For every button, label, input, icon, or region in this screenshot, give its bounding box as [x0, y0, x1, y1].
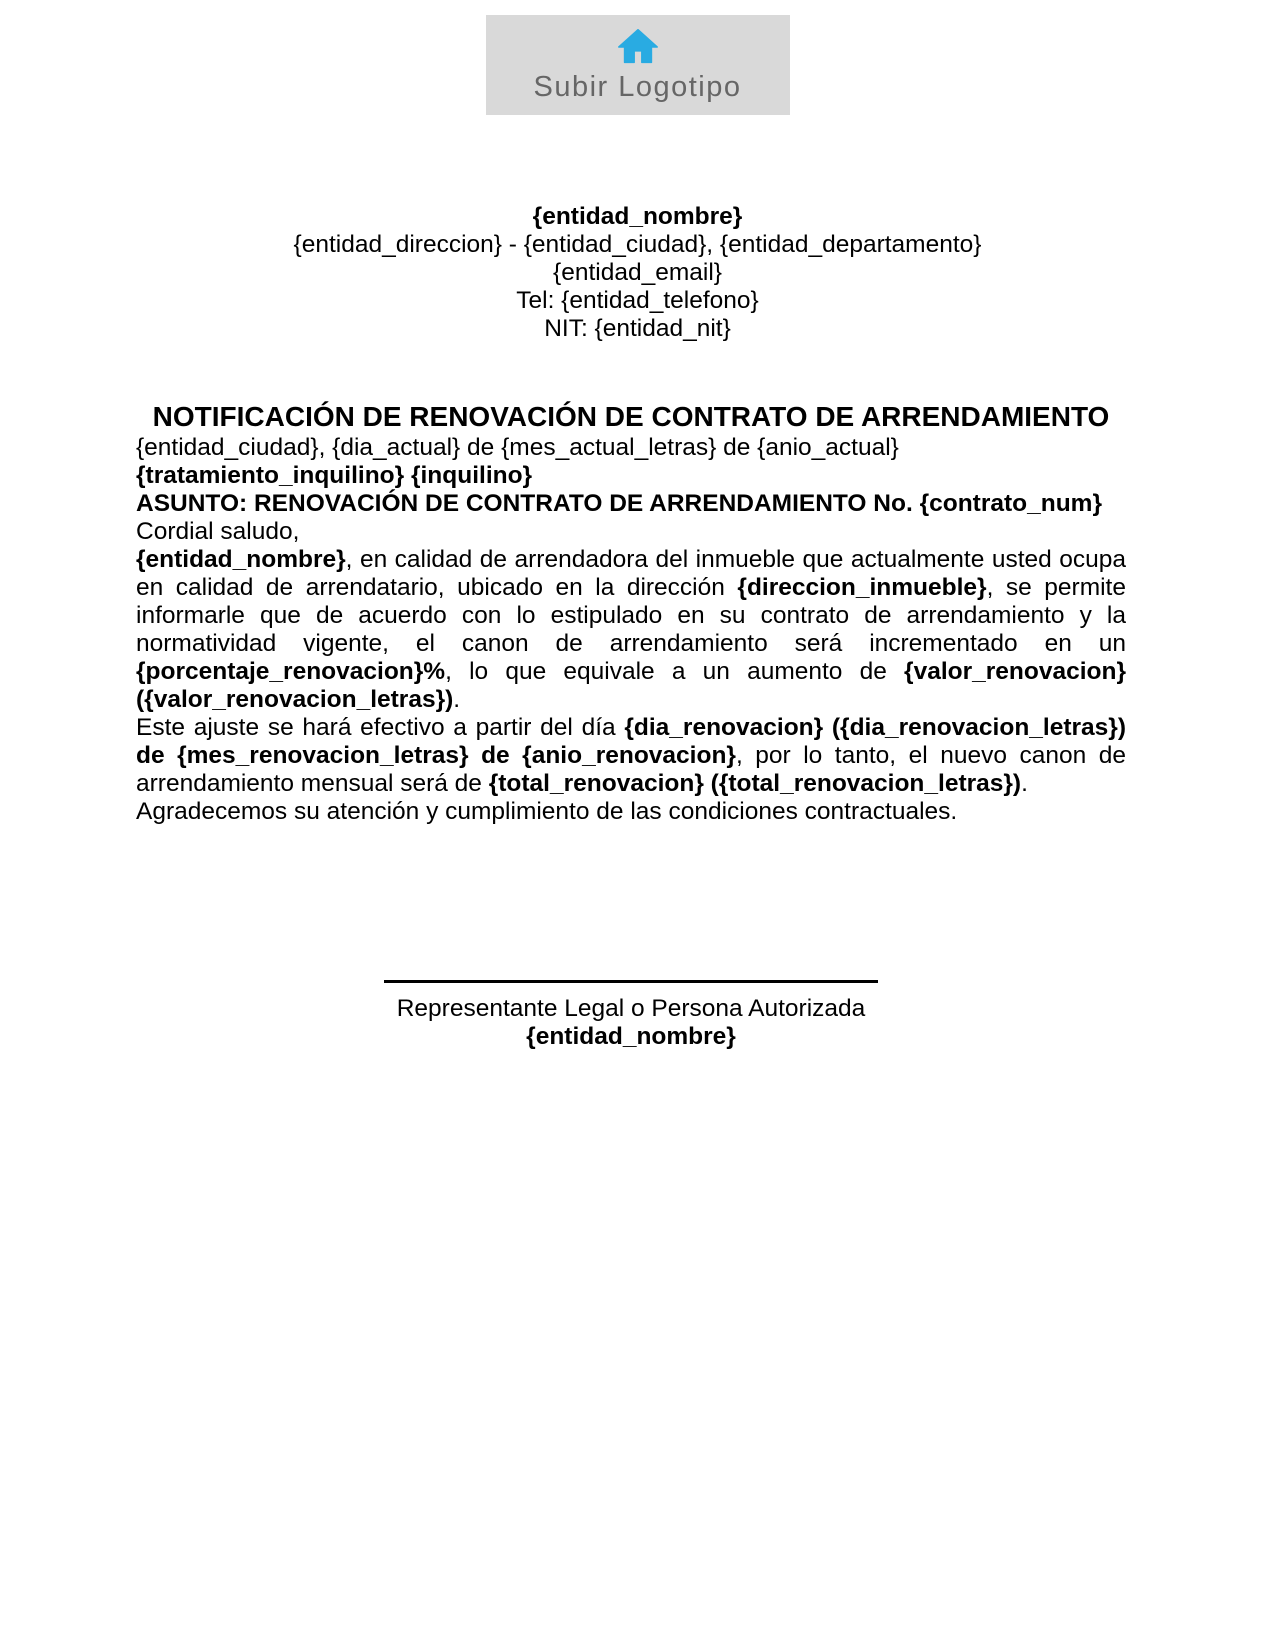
letter-recipient: {tratamiento_inquilino} {inquilino} — [136, 462, 533, 489]
logo-upload-button[interactable] — [486, 15, 790, 115]
signature-entity-name: {entidad_nombre} — [526, 1023, 736, 1050]
signature-role: Representante Legal o Persona Autorizada — [396, 995, 866, 1022]
signature-line — [384, 980, 878, 983]
letter-subject: ASUNTO: RENOVACIÓN DE CONTRATO DE ARRENDAMIENTO No. {contrato_num} — [136, 490, 1102, 517]
body-paragraph-1: {entidad_nombre}, en calidad de arrendadora del inmueble que actualmente usted ocupa en calidad de arrendatario, ubicado en la dirección {direccion_inmueble}, se permite informarle que de acuerdo con lo estipulado en su contrato de arrendamiento y la normatividad vigente, el canon de arrendamiento será incrementado en un {porcentaje_renovacion}%, lo que equivale a un aumento de {valor_renovacion} ({valor_renovacion_letras}). — [136, 546, 1126, 713]
body-paragraph-2: Este ajuste se hará efectivo a partir del día {dia_renovacion} ({dia_renovacion_letras}) de {mes_renovacion_letras} de {anio_renovacion}, por lo tanto, el nuevo canon de arrendamiento mensual será de {total_renovacion} ({total_renovacion_letras}). — [136, 714, 1126, 797]
letter-date-line: {entidad_ciudad}, {dia_actual} de {mes_actual_letras} de {anio_actual} — [136, 434, 899, 461]
entity-header — [0, 203, 1275, 343]
letter-body — [136, 434, 1126, 1051]
letter-closing: Agradecemos su atención y cumplimiento de las condiciones contractuales. — [136, 798, 958, 825]
entity-name: {entidad_nombre} — [532, 203, 743, 230]
entity-email: {entidad_email} — [553, 259, 722, 286]
signature-block — [136, 980, 1126, 1051]
entity-address: {entidad_direccion} - {entidad_ciudad}, {entidad_departamento} — [293, 231, 982, 258]
entity-nit: NIT: {entidad_nit} — [544, 315, 731, 342]
letter-title: NOTIFICACIÓN DE RENOVACIÓN DE CONTRATO DE ARRENDAMIENTO — [152, 401, 1110, 432]
entity-phone: Tel: {entidad_telefono} — [516, 287, 759, 314]
logo-upload-label: Subir Logotipo — [533, 71, 742, 103]
letter-greeting: Cordial saludo, — [136, 518, 300, 545]
home-icon — [612, 24, 664, 70]
